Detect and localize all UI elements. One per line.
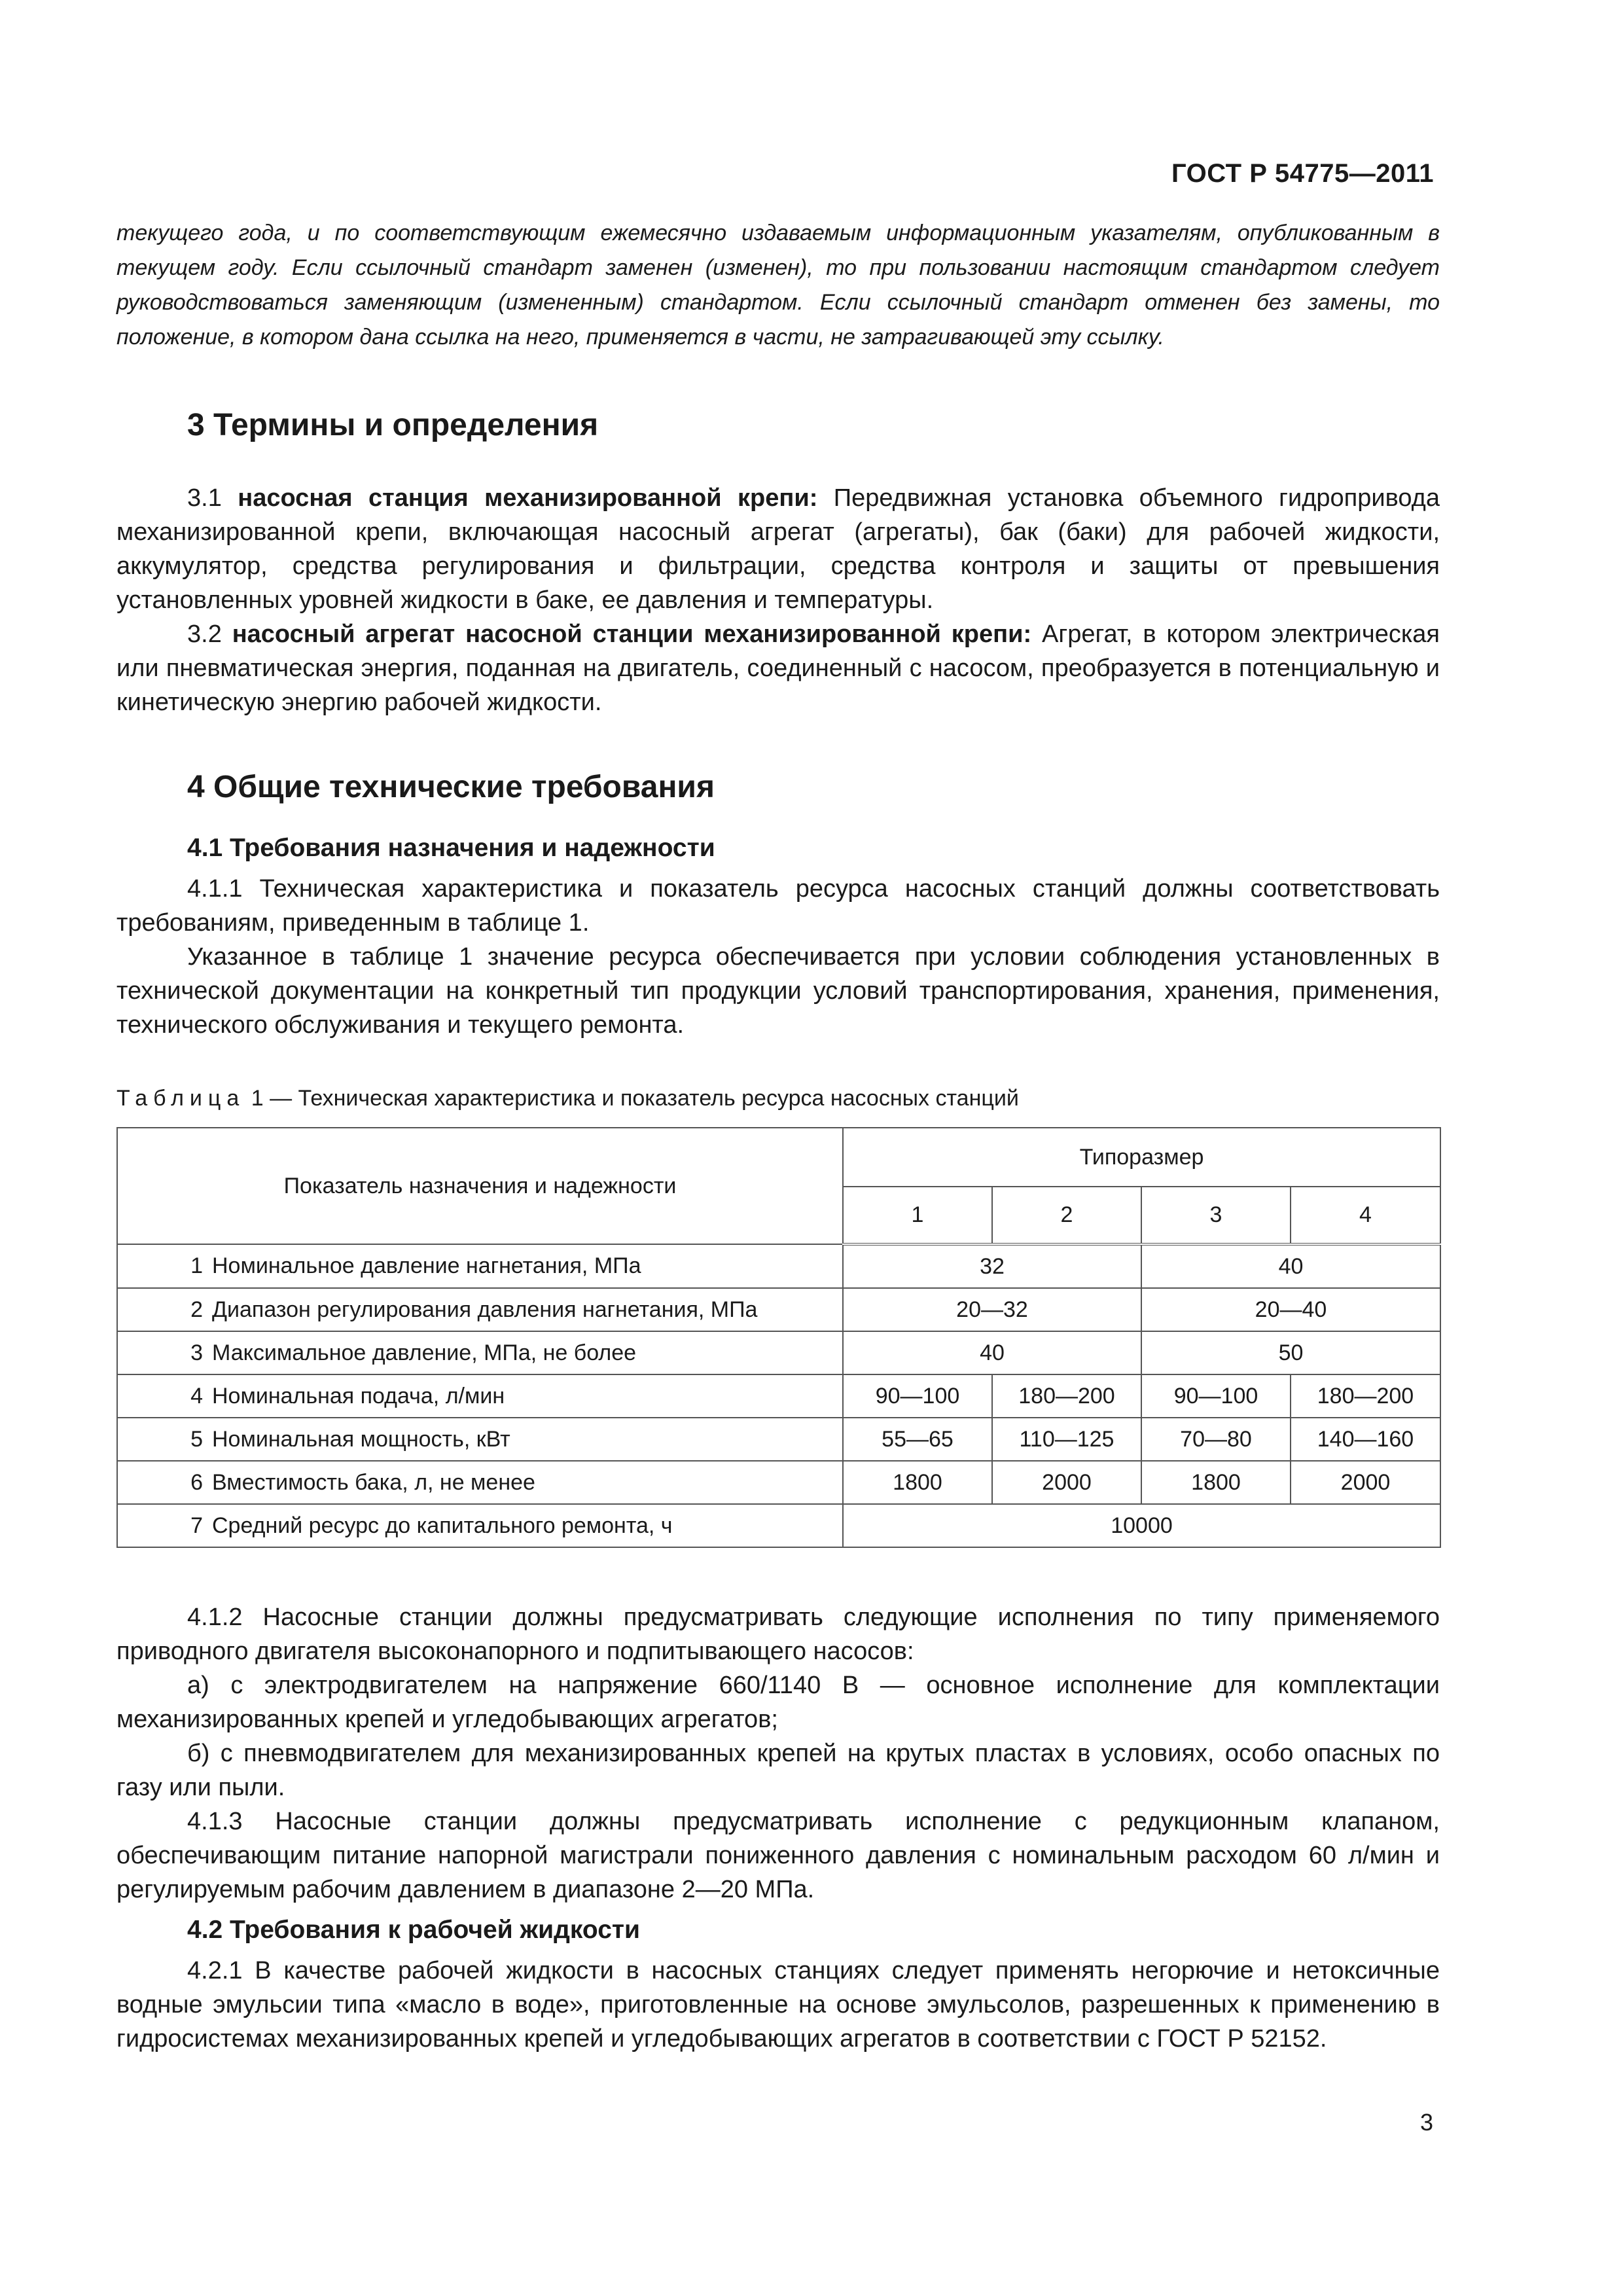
table-row: 6 Вместимость бака, л, не менее 1800 2000 1800 2000: [117, 1461, 1440, 1504]
clause-4-1-1-note: Указанное в таблице 1 значение ресурса обеспечивается при условии соблюдения установленных в технической документации на конкретный тип продукции условий транспортирования, хранения, применения, технического обслуживания и текущего ремонта.: [116, 943, 1440, 1039]
page-content: [116, 216, 1440, 2056]
clause-4-2-1: 4.2.1 В качестве рабочей жидкости в насосных станциях следует применять негорючие и нетоксичные водные эмульсии типа «масло в воде», приготовленные на основе эмульсолов, разрешенных к применению в гидросистемах механизированных крепей и угледобывающих агрегатов в соответствии с ГОСТ Р 52152.: [116, 1957, 1440, 2053]
clause-4-1-2: 4.1.2 Насосные станции должны предусматривать следующие исполнения по типу применяемого приводного двигателя высоконапорного и подпитывающего насосов:: [116, 1604, 1440, 1665]
table-header-col: 4: [1291, 1187, 1440, 1244]
table-header-size: Типоразмер: [843, 1128, 1440, 1187]
term-3-1-definition: Передвижная установка объемного гидропривода механизированной крепи, включающая насосный агрегат (агрегаты), бак (баки) для рабочей жидкости, аккумулятор, средства регулирования и фильтрации, средства контроля и защиты от превышения установленных уровней жидкости в баке, ее давления и температуры.: [116, 484, 1440, 614]
term-3-2: 3.2 насосный агрегат насосной станции механизированной крепи: Агрегат, в котором электрическая или пневматическая энергия, поданная на двигатель, соединенный с насосом, преобразуется в потенциальную и кинетическую энергию рабочей жидкости.: [116, 620, 1440, 716]
table-row: 4 Номинальная подача, л/мин 90—100 180—200 90—100 180—200: [117, 1374, 1440, 1418]
spec-table: [116, 1127, 1441, 1548]
table-row: 1 Номинальное давление нагнетания, МПа 32 40: [117, 1244, 1440, 1288]
table-header-col: 2: [992, 1187, 1141, 1244]
intro-paragraph: текущего года, и по соответствующим ежемесячно издаваемым информационным указателям, опубликованным в текущем году. Если ссылочный стандарт заменен (изменен), то при пользовании настоящим стандартом следует руководствоваться заменяющим (измененным) стандартом. Если ссылочный стандарт отменен без замены, то положение, в котором дана ссылка на него, применяется в части, не затрагивающей эту ссылку.: [116, 221, 1440, 350]
term-3-2-definition: Агрегат, в котором электрическая или пневматическая энергия, поданная на двигатель, соединенный с насосом, преобразуется в потенциальную и кинетическую энергию рабочей жидкости.: [116, 620, 1440, 716]
clause-4-1-3: 4.1.3 Насосные станции должны предусматривать исполнение с редукционным клапаном, обеспечивающим питание напорной магистрали пониженного давления с номинальным расходом 60 л/мин и регулируемым рабочим давлением в диапазоне 2—20 МПа.: [116, 1808, 1440, 1903]
table-row: 5 Номинальная мощность, кВт 55—65 110—125 70—80 140—160: [117, 1418, 1440, 1461]
table-header-col: 1: [843, 1187, 992, 1244]
term-3-1-name: насосная станция механизированной крепи:: [238, 484, 818, 512]
subsection-4-1-title: 4.1 Требования назначения и надежности: [187, 834, 715, 862]
section-4-title: 4 Общие технические требования: [187, 770, 715, 804]
table-header-col: 3: [1141, 1187, 1291, 1244]
page-number: 3: [1419, 2109, 1433, 2136]
clause-4-1-1: 4.1.1 Техническая характеристика и показатель ресурса насосных станций должны соответствовать требованиям, приведенным в таблице 1.: [116, 875, 1440, 937]
clause-4-1-2-a: а) с электродвигателем на напряжение 660/1140 В — основное исполнение для комплектации механизированных крепей и угледобывающих агрегатов;: [116, 1672, 1440, 1733]
table-header-indicator: Показатель назначения и надежности: [117, 1128, 843, 1244]
term-3-2-name: насосный агрегат насосной станции механизированной крепи:: [232, 620, 1032, 648]
section-3-title: 3 Термины и определения: [187, 408, 599, 442]
term-3-1: 3.1 насосная станция механизированной крепи: Передвижная установка объемного гидропривода механизированной крепи, включающая насосный агрегат (агрегаты), бак (баки) для рабочей жидкости, аккумулятор, средства регулирования и фильтрации, средства контроля и защиты от превышения установленных уровней жидкости в баке, ее давления и температуры.: [116, 484, 1440, 614]
subsection-4-2-title: 4.2 Требования к рабочей жидкости: [187, 1916, 640, 1944]
table-row: 7 Средний ресурс до капитального ремонта, ч 10000: [117, 1504, 1440, 1547]
standard-code: ГОСТ Р 54775—2011: [1171, 159, 1434, 188]
table-caption: Таблица 1 — Техническая характеристика и показатель ресурса насосных станций: [116, 1086, 1019, 1111]
clause-4-1-2-b: б) с пневмодвигателем для механизированных крепей на крутых пластах в условиях, особо опасных по газу или пыли.: [116, 1740, 1440, 1801]
table-row: 2 Диапазон регулирования давления нагнетания, МПа 20—32 20—40: [117, 1288, 1440, 1331]
table-row: 3 Максимальное давление, МПа, не более 40 50: [117, 1331, 1440, 1374]
